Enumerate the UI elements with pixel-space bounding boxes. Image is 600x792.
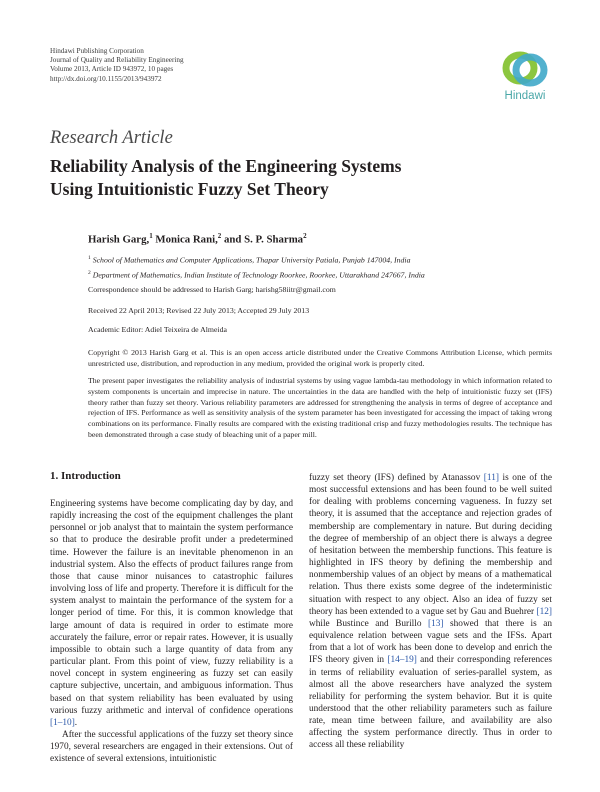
article-title: [50, 155, 401, 201]
affil-text: Department of Mathematics, Indian Institute of Technology Roorkee, Roorkee, Uttarakhand 247667, India: [90, 270, 425, 280]
dates-line: Received 22 April 2013; Revised 22 July 2013; Accepted 29 July 2013: [88, 306, 310, 315]
publisher-name: Hindawi Publishing Corporation: [50, 47, 144, 55]
citation-link[interactable]: [14–19]: [387, 655, 417, 666]
author-affil-mark: 2: [303, 232, 307, 240]
hindawi-logo-text: Hindawi: [504, 90, 546, 102]
journal-name: Journal of Quality and Reliability Engineering: [50, 56, 184, 65]
title-line-1: Reliability Analysis of the Engineering Systems: [50, 156, 402, 176]
journal-info: [50, 47, 184, 84]
author-affil-mark: 1: [149, 232, 153, 240]
author-affil-mark: 2: [217, 232, 222, 240]
paragraph-text: fuzzy set theory (IFS) defined by Atanassov: [309, 473, 484, 483]
paragraph-text: Engineering systems have become complicating day by day, and rapidly increasing the cost of the equipment challenges the plant personnel or job analyst that to maintain the system performance so that to produce the desirable profit under a predetermined time. However the failure is an inevitable phenomenon in an industrial system. Also the effects of product failures range from those that cause minor nuisances to catastrophic failures involving loss of life and property. Therefore it is difficult for the system analyst to maintain the performance of the system for a longer period of time. For this, it is common knowledge that large amount of data is required in order to estimate more accurately the failure, error or repair rates. However, it is usually impossible to obtain such a large quantity of data from any particular plant. From this point of view, fuzzy reliability is a novel concept in system engineering as fuzzy set can easily capture subjective, uncertain, and ambiguous information. Thus based on that system reliability has been evaluated by using various fuzzy arithmetic and interval of confidence operations: [50, 499, 293, 716]
abstract: The present paper investigates the reliability analysis of industrial systems by using vague lambda-tau methodology in which information related to system components is uncertain and imprecise in nature. The uncertainties in the data are handled with the help of intuitionistic fuzzy set (IFS) theory rather than fuzzy set theory. Various reliability parameters are addressed for strengthening the analysis in terms of degree of acceptance and rejection of IFS. Performance as well as sensitivity analysis of the system parameter has been investigated for accessing the impact of taking wrong combinations on its performance. Finally results are compared with the existing traditional crisp and fuzzy methodologies results. The technique has been demonstrated through a case study of bleaching unit of a paper mill.: [88, 376, 552, 439]
article-type: Research Article: [50, 128, 173, 148]
volume-line: Volume 2013, Article ID 943972, 10 pages: [50, 65, 174, 74]
academic-editor: Academic Editor: Adiel Teixeira de Almeida: [88, 325, 227, 334]
citation-link[interactable]: [11]: [483, 473, 499, 483]
citation-link[interactable]: [12]: [536, 606, 552, 617]
right-column: [309, 472, 552, 752]
intro-paragraph-1: [50, 498, 293, 729]
paragraph-text: .: [74, 717, 78, 728]
affiliations: [88, 252, 425, 282]
author-name: Harish Garg,: [88, 233, 150, 246]
intro-paragraph-2: After the successful applications of the fuzzy set theory since 1970, several researchers are engaged in their extensions. Out of existence of several extensions, intuitionistic: [50, 729, 293, 765]
paragraph-text: is one of the most successful extensions and has been found to be well suited for dealing with problems concerning vagueness. In fuzzy set theory, it is assumed that the acceptance and rejection grades of membership are complementary in nature. But during deciding the degree of membership of an object there is always a degree of hesitation between the membership functions. This feature is highlighted in IFS theory by defining the membership and nonmembership values of an object by means of a mathematical relation. Thus there exists some degree of the indeterministic situation with respect to any object. Also an idea of fuzzy set theory has been extended to a vague set by Gau and Buehrer: [309, 473, 552, 617]
author-name: Monica Rani,: [152, 233, 218, 246]
copyright-notice: Copyright © 2013 Harish Garg et al. This is an open access article distributed under the Creative Commons Attribution License, which permits unrestricted use, distribution, and reproduction in any medium, provided the original work is properly cited.: [88, 348, 552, 368]
paragraph-text: and their corresponding references in terms of reliability evaluation of series-parallel system, as almost all the above researchers have analyzed the system reliability for performing the system behavior. But it is quite understood that the other reliability parameters such as failure rate, mean time between failure, and availability are also affecting the system performance directly. Thus in order to access all these reliability: [309, 655, 552, 751]
affil-mark: 2: [88, 270, 91, 277]
title-line-2: Using Intuitionistic Fuzzy Set Theory: [50, 179, 329, 199]
author-list: [88, 232, 307, 246]
paragraph-text: showed that there is an equivalence relation between vague sets and the IFSs. Apart from that a lot of work has been done to develop and enrich the IFS theory given in: [309, 618, 552, 666]
affiliation-1: [88, 252, 425, 267]
correspondence: Correspondence should be addressed to Harish Garg; harishg58iitr@gmail.com: [88, 285, 336, 294]
hindawi-logo: [496, 46, 554, 108]
citation-link[interactable]: [13]: [428, 618, 444, 629]
affil-mark: 1: [88, 255, 91, 261]
intro-paragraph-3: [309, 472, 552, 752]
author-name: and S. P. Sharma: [221, 233, 304, 246]
section-heading: 1. Introduction: [50, 470, 121, 482]
doi-link[interactable]: http://dx.doi.org/10.1155/2013/943972: [50, 74, 162, 83]
citation-link[interactable]: [1–10]: [50, 717, 75, 728]
affil-text: School of Mathematics and Computer Applications, Thapar University Patiala, Punjab 147004, India: [90, 255, 411, 265]
affiliation-2: [88, 267, 425, 282]
hindawi-logo-icon: [496, 46, 554, 92]
left-column: [50, 470, 293, 765]
paragraph-text: while Bustince and Burillo: [309, 618, 429, 629]
